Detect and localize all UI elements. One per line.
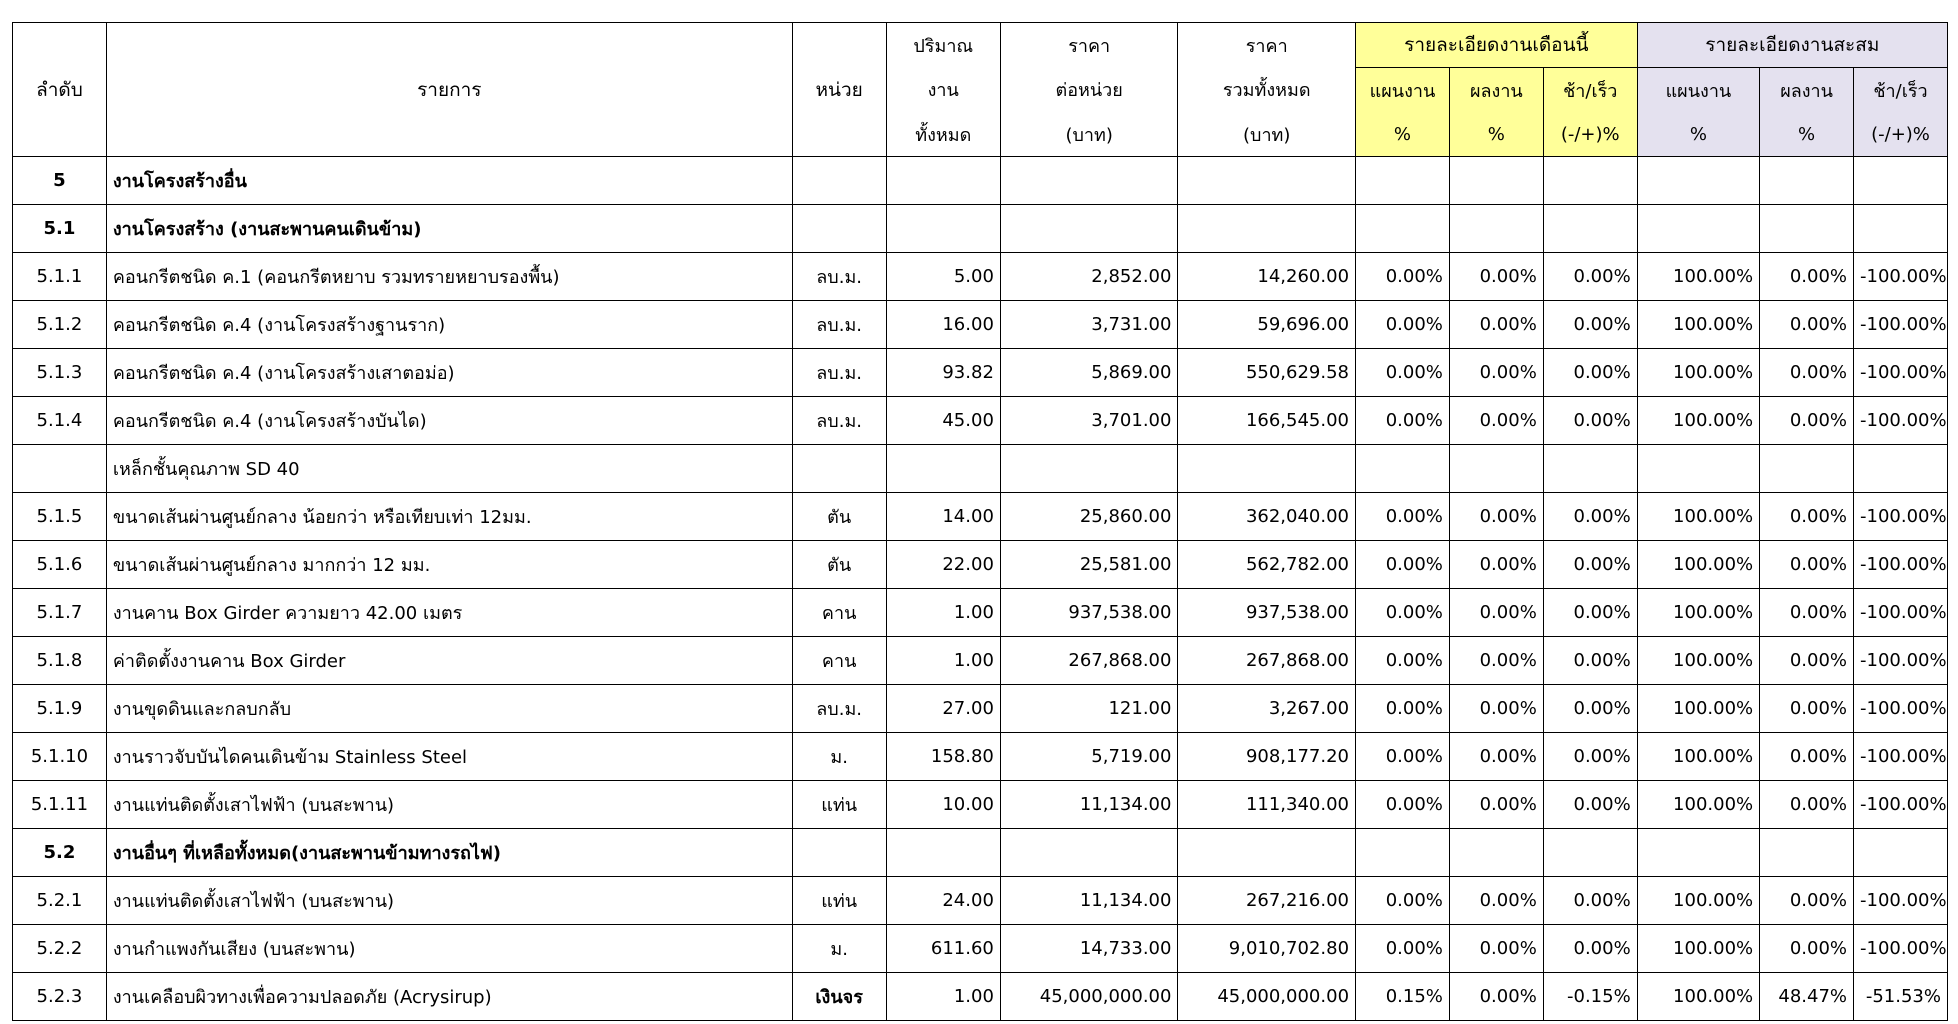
cell-cum-plan: 100.00% [1637,397,1759,445]
cell-cum-actual [1760,445,1854,493]
cell-seq: 5.1.9 [13,685,107,733]
cell-unit-price [1000,157,1178,205]
cell-cum-actual: 48.47% [1760,973,1854,1021]
table-row [13,733,1948,781]
cell-total: 45,000,000.00 [1178,973,1356,1021]
header-total-price-2: รวมทั้งหมด [1178,68,1356,113]
cell-month-plan: 0.00% [1356,589,1450,637]
header-cum-group: รายละเอียดงานสะสม [1637,23,1947,68]
cell-month-actual: 0.00% [1449,973,1543,1021]
cell-cum-plan [1637,205,1759,253]
cell-seq: 5.1.10 [13,733,107,781]
cell-cum-diff: -100.00% [1854,637,1948,685]
cell-unit: แท่น [792,877,886,925]
cell-month-plan: 0.00% [1356,925,1450,973]
cell-total: 9,010,702.80 [1178,925,1356,973]
cell-qty: 27.00 [886,685,1000,733]
cell-unit-price: 121.00 [1000,685,1178,733]
cell-month-diff [1543,205,1637,253]
cell-unit-price: 25,860.00 [1000,493,1178,541]
cell-item: คอนกรีตชนิด ค.4 (งานโครงสร้างฐานราก) [106,301,792,349]
table-row [13,637,1948,685]
cell-item: คอนกรีตชนิด ค.4 (งานโครงสร้างบันได) [106,397,792,445]
cell-total: 166,545.00 [1178,397,1356,445]
cell-cum-plan: 100.00% [1637,349,1759,397]
cell-qty: 93.82 [886,349,1000,397]
cell-qty: 1.00 [886,637,1000,685]
header-month-actual-1: ผลงาน [1449,68,1543,113]
cell-total: 59,696.00 [1178,301,1356,349]
cell-unit: ม. [792,925,886,973]
cell-total: 14,260.00 [1178,253,1356,301]
cell-month-diff: 0.00% [1543,301,1637,349]
table-row [13,589,1948,637]
cell-qty: 24.00 [886,877,1000,925]
cell-month-diff: -0.15% [1543,973,1637,1021]
cell-seq: 5 [13,157,107,205]
cell-month-diff: 0.00% [1543,589,1637,637]
cell-unit-price: 11,134.00 [1000,877,1178,925]
cell-cum-actual: 0.00% [1760,877,1854,925]
header-cum-actual-1: ผลงาน [1760,68,1854,113]
cell-item: งานเคลือบผิวทางเพื่อความปลอดภัย (Acrysirup) [106,973,792,1021]
header-month-diff-1: ช้า/เร็ว [1543,68,1637,113]
cell-unit-price: 3,731.00 [1000,301,1178,349]
cell-total: 111,340.00 [1178,781,1356,829]
cell-item: งานโครงสร้างอื่น [106,157,792,205]
cell-unit-price: 2,852.00 [1000,253,1178,301]
header-cum-diff-2: (-/+)% [1854,112,1948,157]
header-unit-price-1: ราคา [1000,23,1178,68]
table-body [13,157,1948,1021]
cell-unit-price [1000,205,1178,253]
header-total-price-1: ราคา [1178,23,1356,68]
cell-item: งานอื่นๆ ที่เหลือทั้งหมด(งานสะพานข้ามทางรถไฟ) [106,829,792,877]
cell-cum-actual: 0.00% [1760,925,1854,973]
cell-unit-price [1000,445,1178,493]
cell-total: 3,267.00 [1178,685,1356,733]
cell-cum-actual: 0.00% [1760,781,1854,829]
cell-total: 550,629.58 [1178,349,1356,397]
cell-unit: แท่น [792,781,886,829]
cell-cum-actual [1760,829,1854,877]
cell-unit: ลบ.ม. [792,685,886,733]
cell-seq: 5.2.2 [13,925,107,973]
header-unit-price-2: ต่อหน่วย [1000,68,1178,113]
cell-month-actual: 0.00% [1449,253,1543,301]
cell-seq: 5.1.4 [13,397,107,445]
cell-cum-plan: 100.00% [1637,589,1759,637]
cell-unit-price: 45,000,000.00 [1000,973,1178,1021]
cell-seq: 5.1.6 [13,541,107,589]
cell-total: 267,868.00 [1178,637,1356,685]
section-heading-row [13,157,1948,205]
cell-month-actual [1449,157,1543,205]
cell-cum-diff: -100.00% [1854,685,1948,733]
cell-cum-diff: -100.00% [1854,349,1948,397]
cell-month-diff: 0.00% [1543,349,1637,397]
cell-item: ขนาดเส้นผ่านศูนย์กลาง น้อยกว่า หรือเทียบเท่า 12มม. [106,493,792,541]
cell-total: 908,177.20 [1178,733,1356,781]
table-row [13,877,1948,925]
cell-cum-actual: 0.00% [1760,493,1854,541]
cell-month-diff: 0.00% [1543,925,1637,973]
cell-cum-plan: 100.00% [1637,253,1759,301]
cell-month-diff: 0.00% [1543,685,1637,733]
cell-unit-price: 937,538.00 [1000,589,1178,637]
cell-unit-price [1000,829,1178,877]
cell-cum-diff [1854,205,1948,253]
cell-item: งานกำแพงกันเสียง (บนสะพาน) [106,925,792,973]
cell-qty: 14.00 [886,493,1000,541]
cell-cum-actual: 0.00% [1760,253,1854,301]
header-item: รายการ [106,23,792,157]
cell-month-actual [1449,445,1543,493]
table-row [13,301,1948,349]
cell-cum-actual [1760,157,1854,205]
cell-cum-diff: -100.00% [1854,541,1948,589]
cell-unit-price: 267,868.00 [1000,637,1178,685]
cell-cum-actual: 0.00% [1760,301,1854,349]
cell-seq: 5.1.11 [13,781,107,829]
cell-seq: 5.1.2 [13,301,107,349]
cell-unit [792,445,886,493]
cell-month-diff: 0.00% [1543,637,1637,685]
table-row [13,349,1948,397]
cell-month-actual: 0.00% [1449,685,1543,733]
cell-month-diff [1543,157,1637,205]
cell-qty: 1.00 [886,973,1000,1021]
cell-qty [886,445,1000,493]
cell-item: งานแท่นติดตั้งเสาไฟฟ้า (บนสะพาน) [106,877,792,925]
cell-cum-plan: 100.00% [1637,493,1759,541]
cell-cum-plan: 100.00% [1637,925,1759,973]
cell-cum-plan: 100.00% [1637,301,1759,349]
cell-cum-actual: 0.00% [1760,589,1854,637]
cell-seq: 5.1 [13,205,107,253]
cell-month-actual: 0.00% [1449,877,1543,925]
cell-unit: เงินจร [792,973,886,1021]
cell-cum-plan: 100.00% [1637,541,1759,589]
cell-cum-plan: 100.00% [1637,733,1759,781]
header-cum-plan-1: แผนงาน [1637,68,1759,113]
cell-item: ขนาดเส้นผ่านศูนย์กลาง มากกว่า 12 มม. [106,541,792,589]
cell-item: ค่าติดตั้งงานคาน Box Girder [106,637,792,685]
cell-month-plan [1356,205,1450,253]
header-qty-2: งาน [886,68,1000,113]
cell-cum-actual: 0.00% [1760,637,1854,685]
cell-cum-diff [1854,157,1948,205]
cell-unit: ตัน [792,493,886,541]
cell-unit: คาน [792,589,886,637]
cell-total: 267,216.00 [1178,877,1356,925]
cell-seq: 5.1.1 [13,253,107,301]
cell-month-diff: 0.00% [1543,877,1637,925]
cell-qty [886,205,1000,253]
cell-item: คอนกรีตชนิด ค.1 (คอนกรีตหยาบ รวมทรายหยาบรองพื้น) [106,253,792,301]
table-row [13,253,1948,301]
cell-month-plan [1356,829,1450,877]
cell-month-plan: 0.00% [1356,781,1450,829]
cell-cum-diff: -100.00% [1854,301,1948,349]
cell-cum-diff: -100.00% [1854,397,1948,445]
cell-month-diff: 0.00% [1543,733,1637,781]
cell-month-diff: 0.00% [1543,541,1637,589]
cell-item: คอนกรีตชนิด ค.4 (งานโครงสร้างเสาตอม่อ) [106,349,792,397]
cell-month-actual: 0.00% [1449,733,1543,781]
cell-month-plan: 0.00% [1356,877,1450,925]
cell-seq: 5.1.8 [13,637,107,685]
cell-cum-diff: -100.00% [1854,253,1948,301]
header-month-actual-2: % [1449,112,1543,157]
cell-month-plan: 0.00% [1356,541,1450,589]
cell-month-actual: 0.00% [1449,637,1543,685]
cell-item: งานคาน Box Girder ความยาว 42.00 เมตร [106,589,792,637]
table-row [13,397,1948,445]
cell-unit: ตัน [792,541,886,589]
cell-month-diff [1543,829,1637,877]
cell-unit [792,157,886,205]
cell-unit-price: 3,701.00 [1000,397,1178,445]
cell-qty: 1.00 [886,589,1000,637]
cell-month-plan [1356,445,1450,493]
cell-qty [886,829,1000,877]
cell-seq: 5.2 [13,829,107,877]
header-cum-actual-2: % [1760,112,1854,157]
cell-month-plan: 0.00% [1356,349,1450,397]
cell-month-plan: 0.00% [1356,253,1450,301]
cell-month-diff: 0.00% [1543,397,1637,445]
cell-unit-price: 14,733.00 [1000,925,1178,973]
cell-cum-actual: 0.00% [1760,733,1854,781]
cell-cum-diff [1854,445,1948,493]
cell-qty: 45.00 [886,397,1000,445]
cell-total [1178,829,1356,877]
cell-cum-diff: -51.53% [1854,973,1948,1021]
header-month-diff-2: (-/+)% [1543,112,1637,157]
header-cum-diff-1: ช้า/เร็ว [1854,68,1948,113]
table-row [13,685,1948,733]
cell-cum-actual: 0.00% [1760,349,1854,397]
cell-unit: ม. [792,733,886,781]
cell-qty: 158.80 [886,733,1000,781]
cell-seq [13,445,107,493]
cell-cum-diff: -100.00% [1854,925,1948,973]
cell-cum-plan [1637,157,1759,205]
section-heading-row [13,829,1948,877]
cell-qty: 22.00 [886,541,1000,589]
header-total-price-3: (บาท) [1178,112,1356,157]
cell-month-diff: 0.00% [1543,493,1637,541]
header-unit-price-3: (บาท) [1000,112,1178,157]
cell-item: เหล็กชั้นคุณภาพ SD 40 [106,445,792,493]
cell-cum-actual: 0.00% [1760,685,1854,733]
table-header [13,23,1948,157]
cell-unit: ลบ.ม. [792,397,886,445]
cell-month-actual [1449,829,1543,877]
cell-month-plan [1356,157,1450,205]
cell-cum-diff: -100.00% [1854,589,1948,637]
header-month-plan-2: % [1356,112,1450,157]
cell-month-plan: 0.00% [1356,637,1450,685]
section-heading-row [13,205,1948,253]
cell-unit: ลบ.ม. [792,349,886,397]
table-row [13,781,1948,829]
cell-month-actual: 0.00% [1449,781,1543,829]
cell-month-diff [1543,445,1637,493]
cell-seq: 5.1.3 [13,349,107,397]
cell-month-diff: 0.00% [1543,253,1637,301]
cell-month-actual: 0.00% [1449,541,1543,589]
cell-item: งานแท่นติดตั้งเสาไฟฟ้า (บนสะพาน) [106,781,792,829]
cell-unit: ลบ.ม. [792,301,886,349]
cell-month-plan: 0.00% [1356,397,1450,445]
cell-unit-price: 11,134.00 [1000,781,1178,829]
cell-unit [792,205,886,253]
cell-cum-diff: -100.00% [1854,493,1948,541]
boq-progress-sheet [12,22,1948,1021]
header-cum-plan-2: % [1637,112,1759,157]
table-row [13,925,1948,973]
cell-cum-plan: 100.00% [1637,781,1759,829]
cell-month-plan: 0.00% [1356,685,1450,733]
cell-qty: 5.00 [886,253,1000,301]
cell-cum-diff: -100.00% [1854,733,1948,781]
cell-cum-plan: 100.00% [1637,685,1759,733]
header-qty-1: ปริมาณ [886,23,1000,68]
cell-cum-plan: 100.00% [1637,877,1759,925]
cell-month-actual: 0.00% [1449,397,1543,445]
cell-total [1178,445,1356,493]
cell-unit: ลบ.ม. [792,253,886,301]
table-row [13,541,1948,589]
header-month-plan-1: แผนงาน [1356,68,1450,113]
cell-seq: 5.2.3 [13,973,107,1021]
cell-cum-actual [1760,205,1854,253]
cell-cum-diff: -100.00% [1854,877,1948,925]
cell-cum-diff: -100.00% [1854,781,1948,829]
cell-unit: คาน [792,637,886,685]
cell-unit-price: 25,581.00 [1000,541,1178,589]
cell-month-plan: 0.00% [1356,733,1450,781]
header-month-group: รายละเอียดงานเดือนนี้ [1356,23,1638,68]
boq-table [12,22,1948,1021]
cell-total: 362,040.00 [1178,493,1356,541]
cell-cum-plan [1637,829,1759,877]
cell-month-actual [1449,205,1543,253]
cell-month-plan: 0.15% [1356,973,1450,1021]
cell-item: งานราวจับบันไดคนเดินข้าม Stainless Steel [106,733,792,781]
cell-cum-actual: 0.00% [1760,397,1854,445]
cell-seq: 5.1.7 [13,589,107,637]
cell-seq: 5.1.5 [13,493,107,541]
cell-month-diff: 0.00% [1543,781,1637,829]
cell-item: งานโครงสร้าง (งานสะพานคนเดินข้าม) [106,205,792,253]
cell-month-plan: 0.00% [1356,301,1450,349]
cell-total: 562,782.00 [1178,541,1356,589]
cell-unit [792,829,886,877]
cell-cum-actual: 0.00% [1760,541,1854,589]
cell-qty: 16.00 [886,301,1000,349]
header-qty-3: ทั้งหมด [886,112,1000,157]
table-row [13,973,1948,1021]
cell-cum-plan: 100.00% [1637,637,1759,685]
cell-item: งานขุดดินและกลบกลับ [106,685,792,733]
cell-total [1178,157,1356,205]
cell-cum-plan: 100.00% [1637,973,1759,1021]
cell-qty: 611.60 [886,925,1000,973]
cell-cum-plan [1637,445,1759,493]
cell-month-plan: 0.00% [1356,493,1450,541]
cell-unit-price: 5,869.00 [1000,349,1178,397]
cell-cum-diff [1854,829,1948,877]
cell-month-actual: 0.00% [1449,301,1543,349]
table-row [13,493,1948,541]
cell-total [1178,205,1356,253]
cell-total: 937,538.00 [1178,589,1356,637]
cell-qty [886,157,1000,205]
cell-month-actual: 0.00% [1449,925,1543,973]
header-seq: ลำดับ [13,23,107,157]
cell-month-actual: 0.00% [1449,493,1543,541]
note-row [13,445,1948,493]
header-unit: หน่วย [792,23,886,157]
cell-unit-price: 5,719.00 [1000,733,1178,781]
cell-qty: 10.00 [886,781,1000,829]
cell-month-actual: 0.00% [1449,589,1543,637]
cell-month-actual: 0.00% [1449,349,1543,397]
cell-seq: 5.2.1 [13,877,107,925]
